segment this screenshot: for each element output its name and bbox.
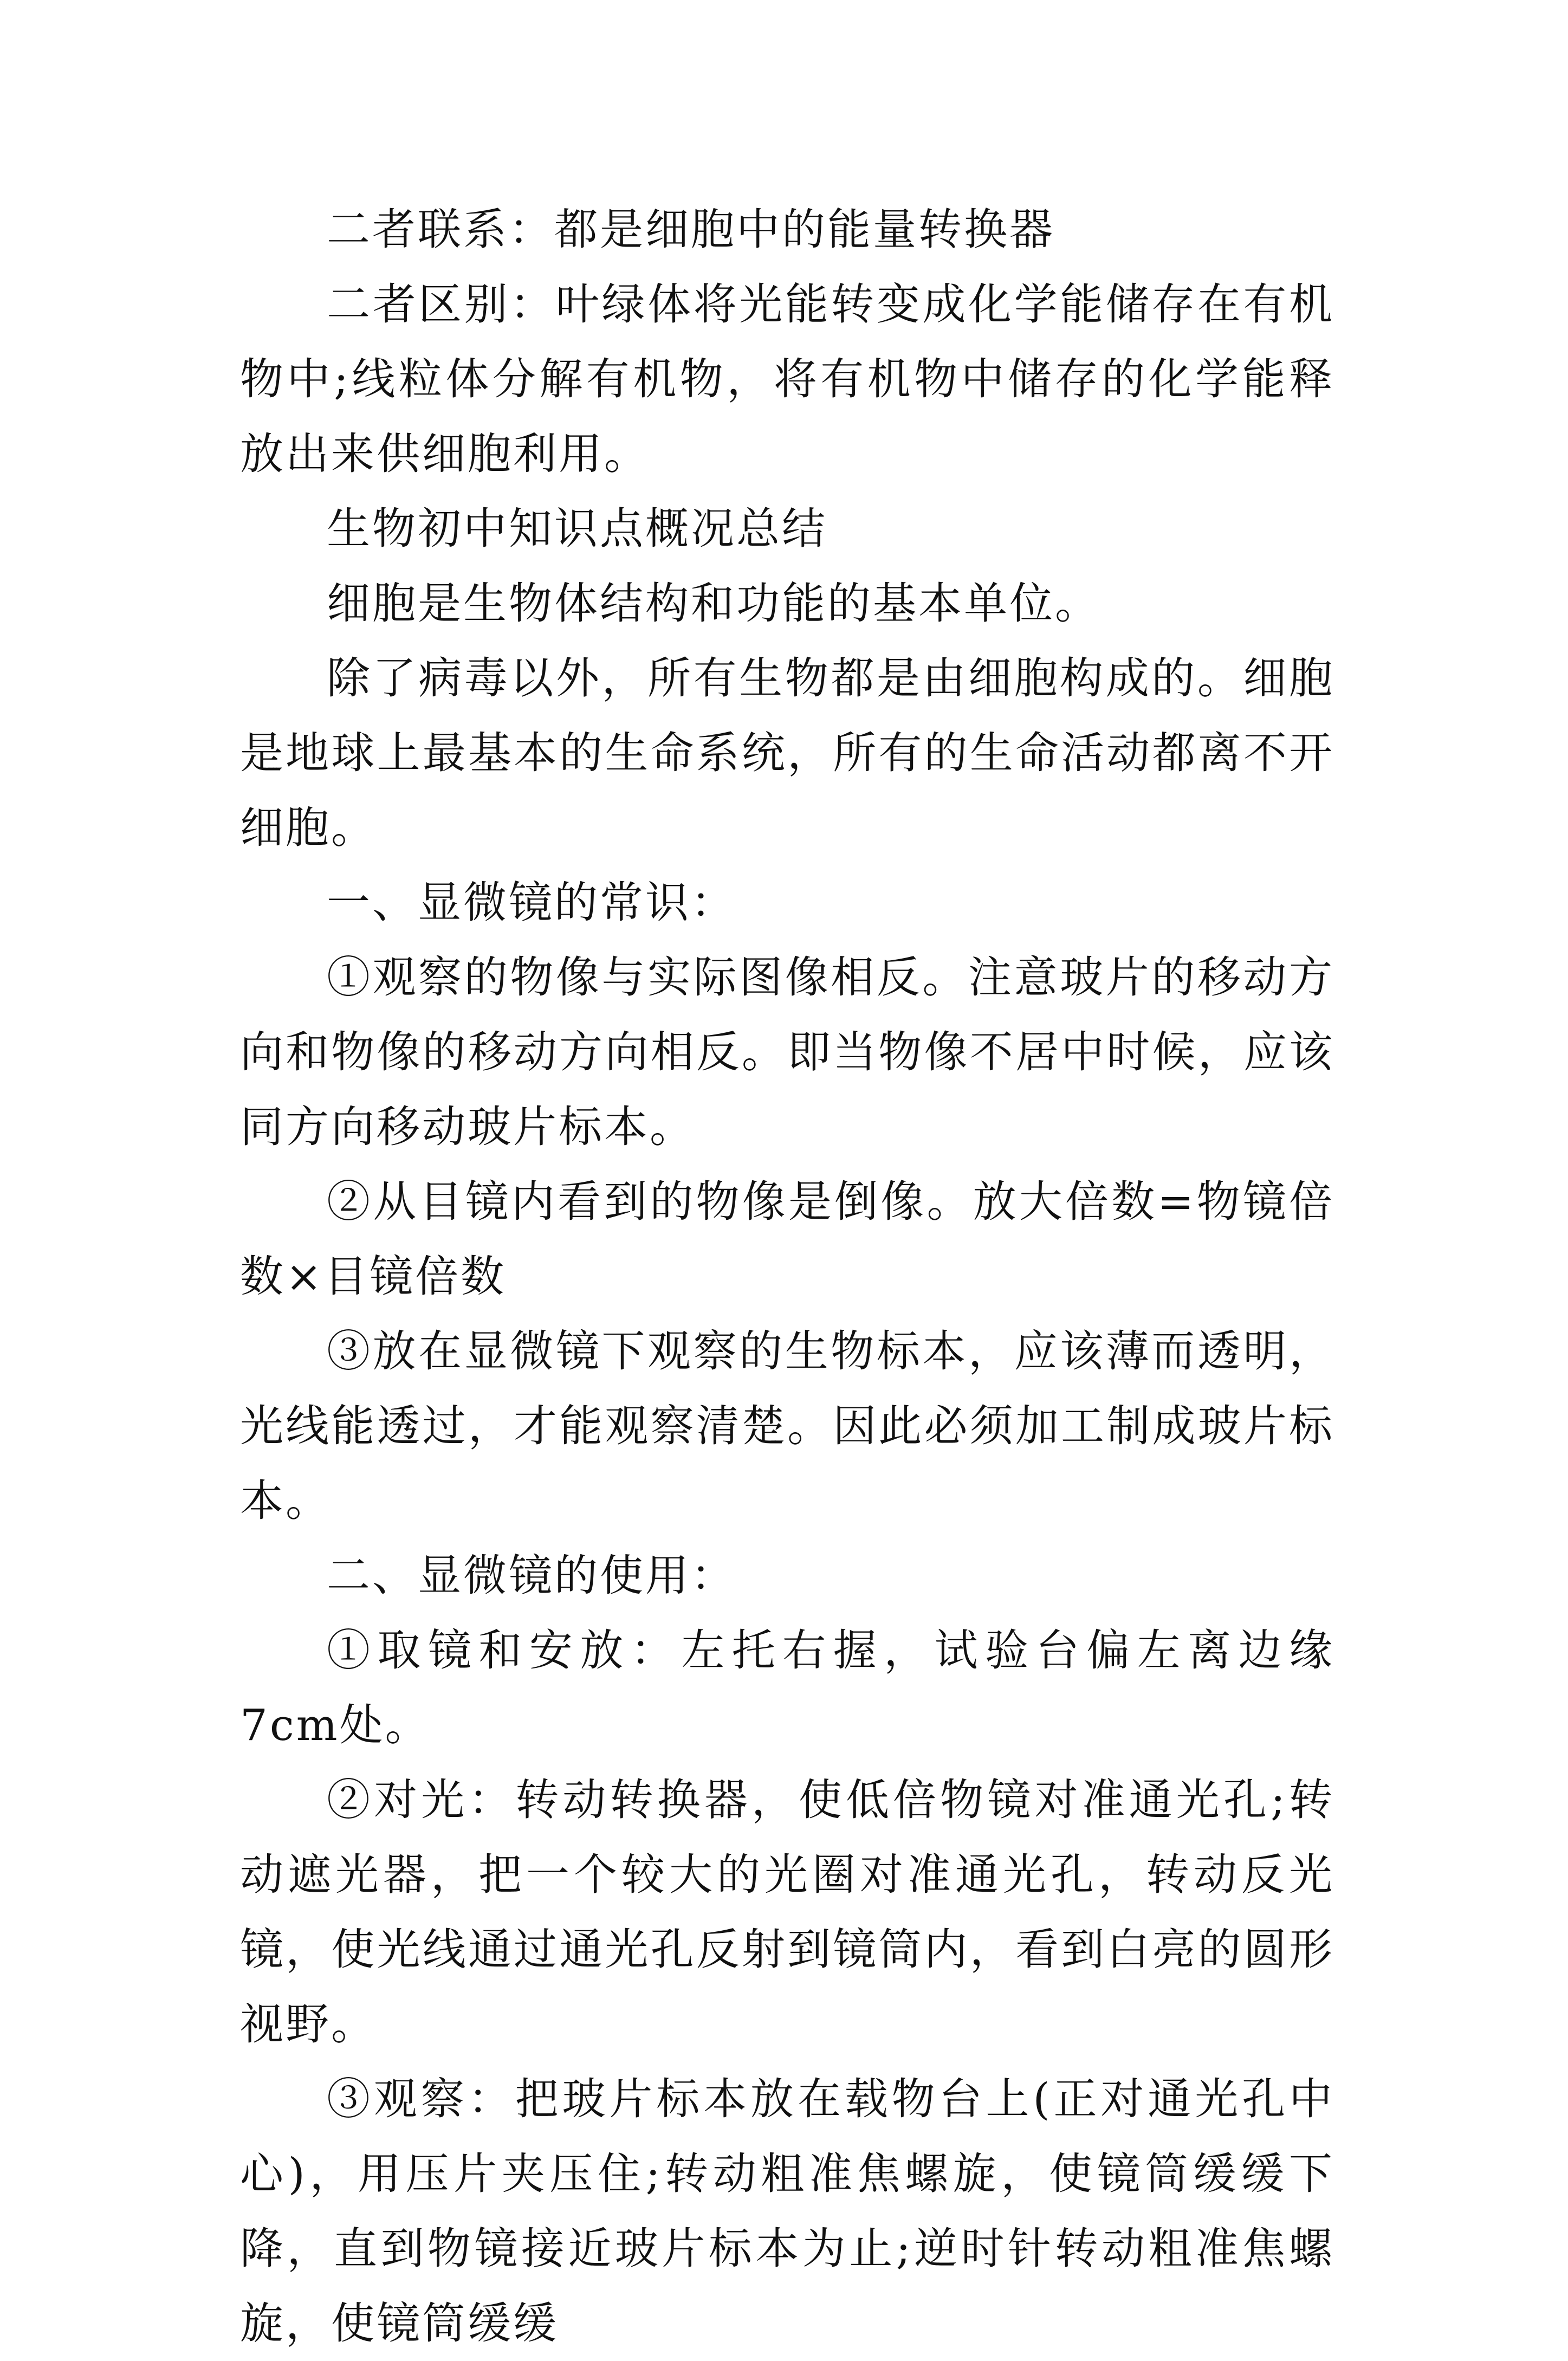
paragraph-cell-unit: 细胞是生物体结构和功能的基本单位。	[327, 578, 1100, 629]
paragraph-use-item-3: ③观察：把玻片标本放在载物台上(正对通光孔中心)，用压片夹压住;转动粗准焦螺旋，使镜筒缓缓下降，直到物镜接近玻片标本为止;逆时针转动粗准焦螺旋，使镜筒缓缓	[240, 2074, 1334, 2349]
paragraph-cell-life: 除了病毒以外，所有生物都是由细胞构成的。细胞是地球上最基本的生命系统，所有的生命活动都离不开细胞。	[240, 653, 1334, 853]
paragraph-difference: 二者区别：叶绿体将光能转变成化学能储存在有机物中;线粒体分解有机物，将有机物中储存的化学能释放出来供细胞利用。	[240, 279, 1334, 479]
paragraph-use-item-1: ①取镜和安放：左托右握，试验台偏左离边缘7cm处。	[240, 1625, 1334, 1750]
document-body	[240, 192, 1334, 2361]
paragraph-use-item-2: ②对光：转动转换器，使低倍物镜对准通光孔;转动遮光器，把一个较大的光圈对准通光孔，转动反光镜，使光线通过通光孔反射到镜筒内，看到白亮的圆形视野。	[240, 1775, 1334, 2049]
paragraph-knowledge-item-3: ③放在显微镜下观察的生物标本，应该薄而透明，光线能透过，才能观察清楚。因此必须加工制成玻片标本。	[240, 1326, 1334, 1526]
paragraph-heading-summary: 生物初中知识点概况总结	[327, 503, 827, 554]
paragraph-microscope-knowledge-heading: 一、显微镜的常识：	[327, 877, 736, 928]
paragraph-microscope-use-heading: 二、显微镜的使用：	[327, 1550, 736, 1601]
paragraph-knowledge-item-1: ①观察的物像与实际图像相反。注意玻片的移动方向和物像的移动方向相反。即当物像不居中时候，应该同方向移动玻片标本。	[240, 952, 1334, 1152]
paragraph-knowledge-item-2: ②从目镜内看到的物像是倒像。放大倍数=物镜倍数×目镜倍数	[240, 1176, 1334, 1302]
paragraph-relation: 二者联系：都是细胞中的能量转换器	[327, 204, 1055, 255]
